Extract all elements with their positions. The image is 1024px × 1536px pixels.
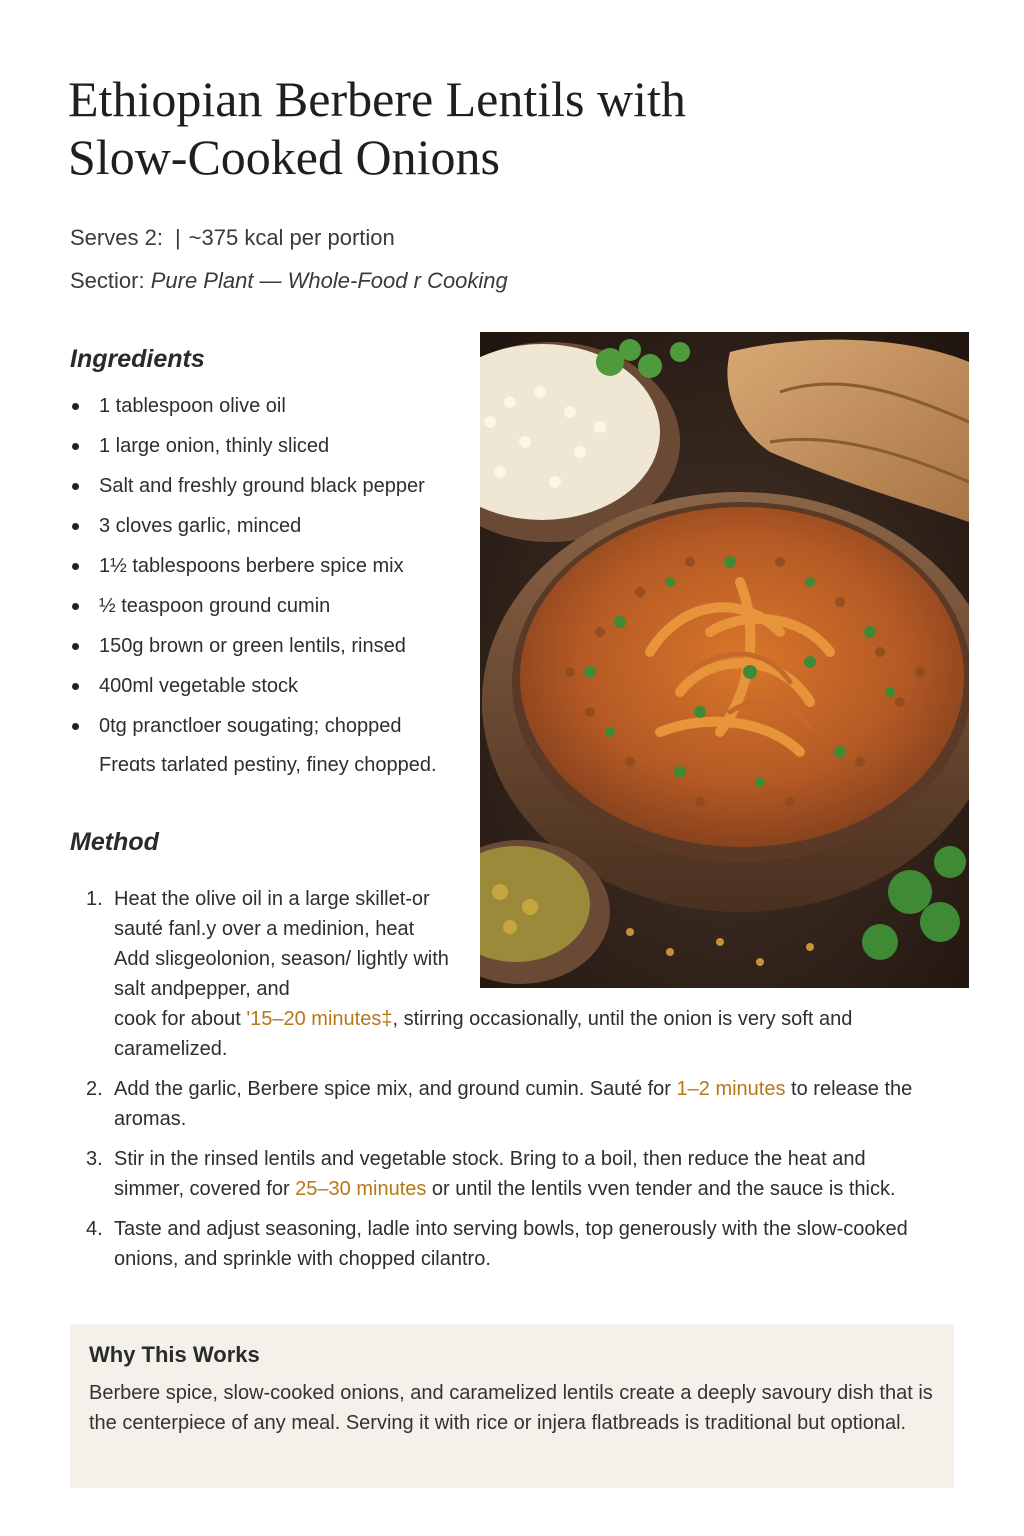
ingredient-text: 1½ tablespoons berbere spice mix [99,555,404,577]
bullet-icon [72,603,79,610]
ingredient-text: 1 large onion, thinly sliced [99,435,330,457]
servings: Serves 2: [70,225,163,250]
ingredient-item [70,626,470,666]
ingredients-list [70,386,470,746]
method-step [86,1144,936,1204]
bullet-icon [72,523,79,530]
bullet-icon [72,723,79,730]
section-value: Pure Plant — Whole-Food r Cooking [150,268,508,293]
bullet-icon [72,483,79,490]
step-number: 3. [86,1148,103,1170]
step-number: 2. [86,1078,103,1100]
method-heading: Method [70,828,159,856]
step-text-continued: cook for about '15–20 minutes‡, stirring occasionally, until the onion is very soft and caramelized. [114,1008,853,1060]
ingredient-item [70,666,470,706]
step-number: 1. [86,888,103,910]
ingredient-text: ½ teaspoon ground cumin [99,595,331,617]
calories: ~375 kcal per portion [188,225,395,250]
ingredient-text: 0tg pranctloer sougating; chopped [99,715,402,737]
why-this-works-box [70,1324,954,1488]
ingredient-item [70,546,470,586]
ingredient-item [70,706,470,746]
step-text: Add the garlic, Berbere spice mix, and ground cumin. Sauté for 1–2 minutes to release the aromas. [114,1078,913,1130]
why-heading: Why This Works [89,1342,260,1367]
method-step [86,1074,936,1134]
step-text: Stir in the rinsed lentils and vegetable stock. Bring to a boil, then reduce the heat and simmer, covered for 25–30 minutes or until the lentils vven tender and the sauce is thick. [114,1148,896,1200]
bullet-icon [72,683,79,690]
method-step [86,1214,936,1274]
ingredient-item [70,586,470,626]
ingredient-text: 400ml vegetable stock [99,675,299,697]
ingredient-text: 3 cloves garlic, minced [99,515,302,537]
meta-separator: | [174,225,181,250]
section-line [70,268,508,294]
bullet-icon [72,403,79,410]
ingredients-heading: Ingredients [70,345,205,373]
time-highlight: '15–20 minutes‡ [246,1008,393,1030]
ingredient-text: 150g brown or green lentils, rinsed [99,635,406,657]
ingredient-text: Salt and freshly ground black pepper [99,475,425,497]
ingredient-item [70,426,470,466]
time-highlight: 25–30 minutes [295,1178,427,1200]
ingredient-item [70,386,470,426]
section-label: Sectior: [70,268,145,293]
ingredient-text: 1 tablespoon olive oil [99,395,286,417]
bullet-icon [72,643,79,650]
step-text: Taste and adjust seasoning, ladle into serving bowls, top generously with the slow-cooked onions, and sprinkle with chopped cilantro. [114,1218,908,1270]
step-number: 4. [86,1218,103,1240]
bullet-icon [72,443,79,450]
time-highlight: 1–2 minutes [676,1078,786,1100]
servings-line [70,225,395,251]
recipe-title: Ethiopian Berbere Lentils with Slow-Cooked Onions [68,71,686,185]
step-text: Heat the olive oil in a large skillet-or sauté fanl.y over a medinion, heat Add sliɛgeolonion, season/ lightly with salt andpepper, and [114,888,449,1000]
bullet-icon [72,563,79,570]
method-step [86,884,853,1064]
method-list [86,884,936,1274]
why-body: Berbere spice, slow-cooked onions, and caramelized lentils create a deeply savoury dish that is the centerpiece of any meal. Serving it with rice or injera flatbreads is traditional but optional. [89,1382,933,1434]
ingredient-note: Freɑts tarlated pestiny, finey chopped. [99,754,437,776]
ingredient-item [70,506,470,546]
ingredient-item [70,466,470,506]
